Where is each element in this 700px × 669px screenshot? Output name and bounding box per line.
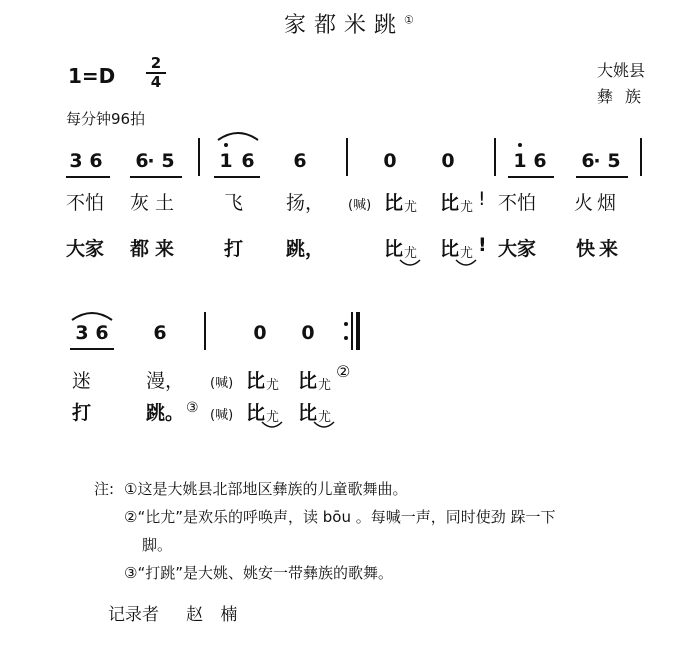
note: 0 <box>383 150 397 172</box>
lyric: 不怕 <box>66 192 105 214</box>
lyric: 尤 <box>318 378 332 393</box>
footnote-mark: ③ <box>186 400 199 416</box>
beam <box>70 348 114 350</box>
lyric-shout: (喊) <box>210 376 234 391</box>
lyric: 都来 <box>130 238 181 260</box>
recorder-label: 记录者 <box>108 605 159 625</box>
lyric: 打 <box>72 402 92 424</box>
lyric: 尤 <box>266 410 280 425</box>
beam <box>130 176 182 178</box>
lyric: 比 <box>384 192 404 214</box>
note: 1 <box>219 150 233 172</box>
repeat-dot <box>344 322 348 326</box>
slur <box>260 420 284 430</box>
lyric: 尤 <box>404 246 418 261</box>
beam <box>66 176 110 178</box>
lyric: ! <box>478 234 487 256</box>
bar-line <box>198 138 200 176</box>
lyric: 打 <box>224 238 244 260</box>
footnote-1: ①这是大姚县北部地区彝族的儿童歌舞曲。 <box>124 480 408 498</box>
lyric: 尤 <box>460 200 474 215</box>
lyric: 尤 <box>266 378 280 393</box>
note: 3 <box>75 322 89 344</box>
beam <box>508 176 554 178</box>
lyric: 比 <box>298 402 318 424</box>
note: 6 <box>89 150 103 172</box>
note: 6 <box>581 150 595 172</box>
lyric: 尤 <box>318 410 332 425</box>
lyric-shout: (喊) <box>348 198 372 213</box>
lyric: ! <box>478 188 486 210</box>
lyric: 比 <box>384 238 404 260</box>
note: 6 <box>241 150 255 172</box>
repeat-dot <box>344 336 348 340</box>
slur <box>216 130 260 142</box>
lyric: 飞 <box>224 192 244 214</box>
dot: · <box>593 150 601 172</box>
lyric: 漫， <box>146 370 185 392</box>
note: 3 <box>69 150 83 172</box>
song-title: 家都米跳① <box>284 13 414 38</box>
lyric: 比 <box>440 192 460 214</box>
end-repeat-bar <box>356 312 360 350</box>
bar-line <box>346 138 348 176</box>
slur <box>454 258 478 268</box>
note: 6 <box>533 150 547 172</box>
ethnic-label: 彝族 <box>597 87 654 106</box>
note: 5 <box>607 150 621 172</box>
footnote-mark: ② <box>336 362 351 381</box>
lyric: 比 <box>440 238 460 260</box>
beam <box>214 176 260 178</box>
footnote-2: ②“比尤”是欢乐的呼唤声，读 bōu 。每喊一声，同时使劲 跺一下 <box>124 508 556 526</box>
lyric: 跳。 <box>146 402 185 424</box>
lyric: 大家 <box>498 238 537 260</box>
key-signature: 1=D <box>68 64 116 88</box>
region-label: 大姚县 <box>597 61 646 80</box>
lyric: 灰土 <box>130 192 181 214</box>
slur <box>398 258 422 268</box>
bar-line <box>494 138 496 176</box>
lyric: 迷 <box>72 370 92 392</box>
recorder-name: 赵 楠 <box>186 605 244 625</box>
slur <box>70 310 114 322</box>
lyric: 比 <box>246 370 266 392</box>
note: 5 <box>161 150 175 172</box>
lyric: 比 <box>298 370 318 392</box>
note: 0 <box>441 150 455 172</box>
lyric: 尤 <box>460 246 474 261</box>
time-signature: 2 4 <box>146 56 166 90</box>
tempo-marking: 每分钟96拍 <box>66 110 146 128</box>
lyric: 尤 <box>404 200 418 215</box>
lyric: 不怕 <box>498 192 537 214</box>
note: 6 <box>153 322 167 344</box>
lyric-shout: (喊) <box>210 408 234 423</box>
footnote-2-cont: 脚。 <box>142 536 173 554</box>
note: 6 <box>95 322 109 344</box>
bar-line <box>204 312 206 350</box>
lyric: 跳， <box>286 238 325 260</box>
lyric: 比 <box>246 402 266 424</box>
slur <box>312 420 336 430</box>
bar-line <box>640 138 642 176</box>
bar-line <box>351 312 353 350</box>
high-dot <box>518 143 522 147</box>
note: 0 <box>253 322 267 344</box>
note: 1 <box>513 150 527 172</box>
footnote-3: ③“打跳”是大姚、姚安一带彝族的歌舞。 <box>124 564 393 582</box>
footnotes-label: 注: <box>94 480 115 498</box>
dot: · <box>147 150 155 172</box>
note: 6 <box>293 150 307 172</box>
note: 6 <box>135 150 149 172</box>
lyric: 大家 <box>66 238 105 260</box>
lyric: 火烟 <box>574 192 621 214</box>
lyric: 扬， <box>286 192 325 214</box>
note: 0 <box>301 322 315 344</box>
lyric: 快来 <box>576 238 623 260</box>
beam <box>576 176 628 178</box>
high-dot <box>224 143 228 147</box>
